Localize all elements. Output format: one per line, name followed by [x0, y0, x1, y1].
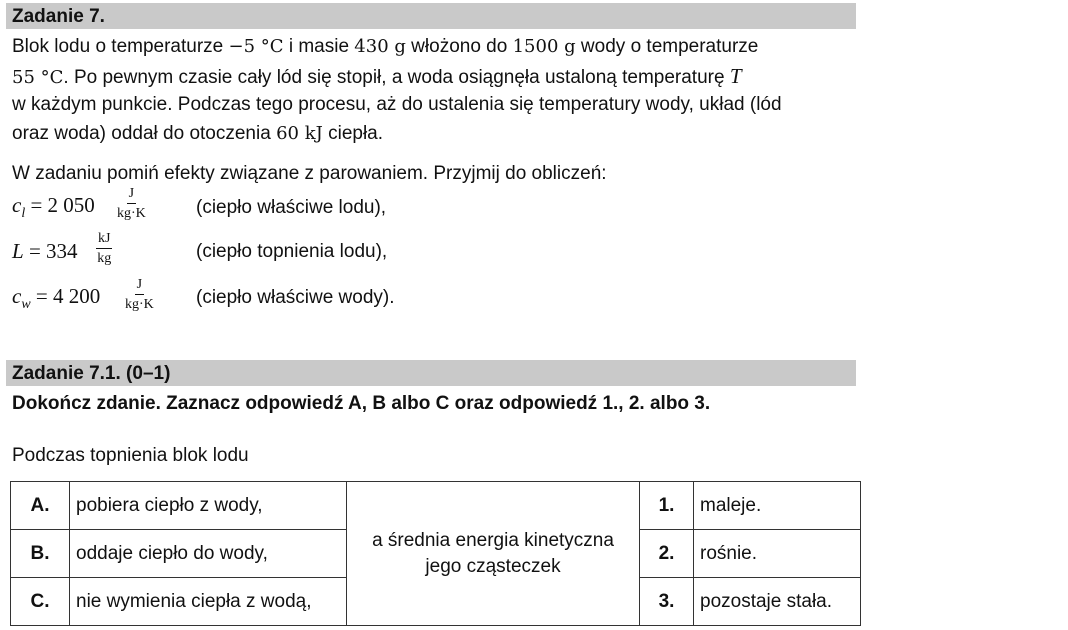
intro-line-4: oraz woda) oddał do otoczenia 60 kJ ciepła.	[12, 123, 384, 144]
subtask-instruction: Dokończ zdanie. Zaznacz odpowiedź A, B albo C oraz odpowiedź 1., 2. albo 3.	[12, 393, 711, 414]
subtask-header-bar	[6, 360, 856, 386]
option-number-3[interactable]: 3.	[640, 578, 694, 626]
intro-line-1: Blok lodu o temperaturze −5 °C i masie 430 g włożono do 1500 g wody o temperaturze	[12, 36, 759, 57]
option-text-2[interactable]: rośnie.	[694, 530, 861, 578]
intro-line-2: 55 °C. Po pewnym czasie cały lód się stopił, a woda osiągnęła ustaloną temperaturę T	[12, 64, 742, 88]
option-text-1[interactable]: maleje.	[694, 482, 861, 530]
option-letter-c[interactable]: C.	[11, 578, 70, 626]
question-stem: Podczas topnienia blok lodu	[12, 445, 249, 466]
task-header-bar	[6, 3, 856, 29]
unit-fraction: $\frac{J}{kg\cdot K}$	[125, 277, 154, 312]
option-text-a[interactable]: pobiera ciepło z wody,	[70, 482, 347, 530]
option-letter-a[interactable]: A.	[11, 482, 70, 530]
option-text-3[interactable]: pozostaje stała.	[694, 578, 861, 626]
middle-clause: a średnia energia kinetyczna jego cząsteczek	[347, 482, 640, 626]
task-title: Zadanie 7.	[12, 6, 105, 27]
answer-table	[10, 481, 861, 626]
unit-fraction: $\frac{J}{kg\cdot K}$	[117, 186, 146, 221]
subtask-title: Zadanie 7.1. (0–1)	[12, 363, 171, 384]
table-row	[11, 482, 861, 530]
unit-fraction: $\frac{kJ}{kg}$	[97, 231, 112, 266]
option-number-1[interactable]: 1.	[640, 482, 694, 530]
instruction-text: W zadaniu pomiń efekty związane z parowaniem. Przyjmij do obliczeń:	[12, 163, 607, 184]
option-text-b[interactable]: oddaje ciepło do wody,	[70, 530, 347, 578]
intro-line-3: w każdym punkcie. Podczas tego procesu, aż do ustalenia się temperatury wody, układ (lód	[12, 94, 782, 115]
option-number-2[interactable]: 2.	[640, 530, 694, 578]
option-text-c[interactable]: nie wymienia ciepła z wodą,	[70, 578, 347, 626]
option-letter-b[interactable]: B.	[11, 530, 70, 578]
